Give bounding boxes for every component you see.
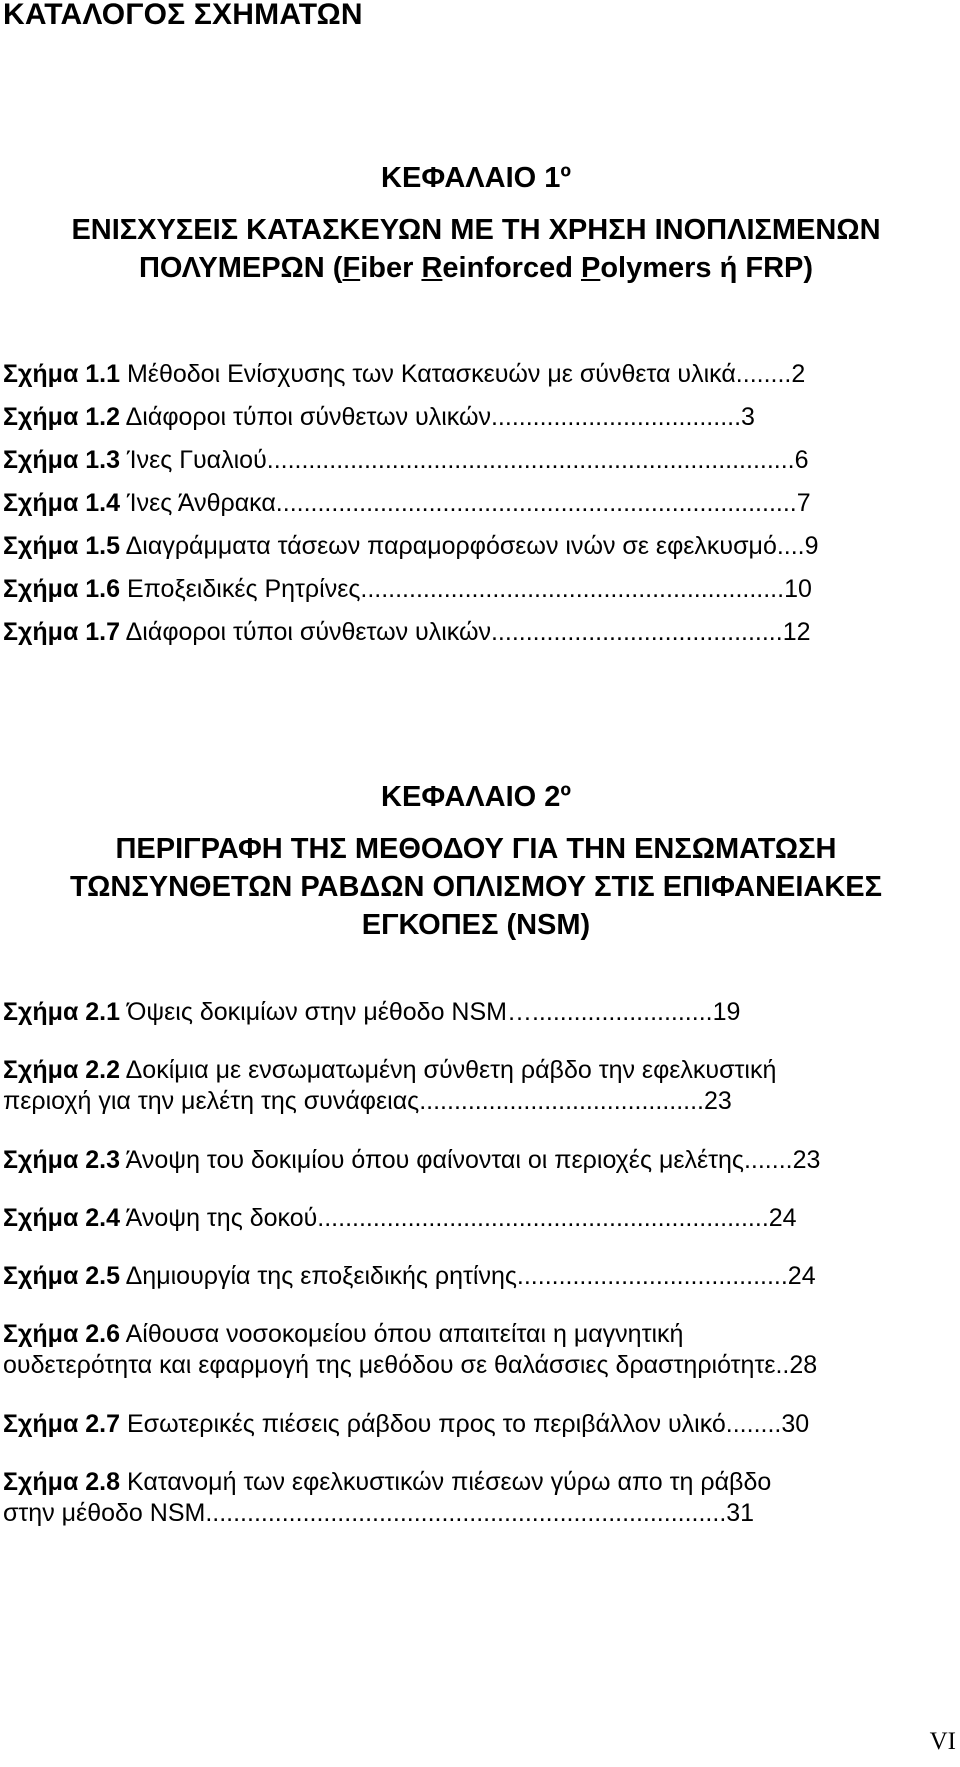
list-item: Σχήμα 2.2 Δοκίμια με ενσωματωμένη σύνθετη ράβδο την εφελκυστική περιοχή για την μελέτη της συνάφειας.........................................23 xyxy=(3,1056,777,1115)
list-item: Σχήμα 2.6 Αίθουσα νοσοκομείου όπου απαιτείται η μαγνητική ουδετερότητα και εφαρμογή της μεθόδου σε θαλάσσιες δραστηριότητε..28 xyxy=(3,1320,818,1379)
page-title: ΚΑΤΑΛΟΓΟΣ ΣΧΗΜΑΤΩΝ xyxy=(3,0,363,31)
list-item: Σχήμα 1.2 Διάφοροι τύποι σύνθετων υλικών....................................3 xyxy=(3,403,755,431)
chapter-2-title-line1: ΠΕΡΙΓΡΑΦΗ ΤΗΣ ΜΕΘΟΔΟΥ ΓΙΑ ΤΗΝ ΕΝΣΩΜΑΤΩΣΗ xyxy=(115,833,837,865)
page-number: VI xyxy=(929,1728,956,1755)
list-item: Σχήμα 1.3 Ίνες Γυαλιού............................................................................6 xyxy=(3,446,809,474)
list-item: Σχήμα 1.6 Εποξειδικές Ρητρίνες.............................................................10 xyxy=(3,575,812,603)
chapter-2-title-line3: ΕΓΚΟΠΕΣ (NSM) xyxy=(361,909,591,941)
chapter-2-title xyxy=(0,830,952,944)
list-item: Σχήμα 2.1 Όψεις δοκιμίων στην μέθοδο NSM…..........................19 xyxy=(3,998,741,1026)
list-item: Σχήμα 1.7 Διάφοροι τύποι σύνθετων υλικών..........................................12 xyxy=(3,618,811,646)
chapter-2-heading xyxy=(0,778,952,944)
list-item: Σχήμα 2.5 Δημιουργία της εποξειδικής ρητίνης.......................................24 xyxy=(3,1262,816,1290)
chapter-1-figure-list xyxy=(3,353,949,654)
chapter-2-number: ΚΕΦΑΛΑΙΟ 2º xyxy=(381,781,571,813)
chapter-1-number: ΚΕΦΑΛΑΙΟ 1º xyxy=(381,162,571,194)
chapter-1-title-line2: ΠΟΛΥΜΕΡΩΝ (Fiber Reinforced Polymers ή FRP) xyxy=(138,252,814,284)
chapter-1-title-line1: ΕΝΙΣΧΥΣΕΙΣ ΚΑΤΑΣΚΕΥΩΝ ΜΕ ΤΗ ΧΡΗΣΗ ΙΝΟΠΛΙΣΜΕΝΩΝ xyxy=(71,214,881,246)
list-item: Σχήμα 2.7 Εσωτερικές πιέσεις ράβδου προς το περιβάλλον υλικό........30 xyxy=(3,1410,810,1438)
chapter-2-title-line2: ΤΩΝΣΥΝΘΕΤΩΝ ΡΑΒΔΩΝ ΟΠΛΙΣΜΟΥ ΣΤΙΣ ΕΠΙΦΑΝΕΙΑΚΕΣ xyxy=(69,871,883,903)
list-item: Σχήμα 1.5 Διαγράμματα τάσεων παραμορφόσεων ινών σε εφελκυσμό....9 xyxy=(3,532,819,560)
list-item: Σχήμα 1.1 Μέθοδοι Ενίσχυσης των Κατασκευών με σύνθετα υλικά........2 xyxy=(3,360,806,388)
list-item: Σχήμα 2.4 Άνοψη της δοκού.................................................................24 xyxy=(3,1204,797,1232)
chapter-1-title xyxy=(0,211,952,287)
chapter-1-heading xyxy=(0,159,952,287)
list-item: Σχήμα 2.8 Κατανομή των εφελκυστικών πιέσεων γύρω απο τη ράβδο στην μέθοδο NSM...........................................................................31 xyxy=(3,1468,772,1527)
list-item: Σχήμα 1.4 Ίνες Άνθρακα...........................................................................7 xyxy=(3,489,811,517)
list-item: Σχήμα 2.3 Άνοψη του δοκιμίου όπου φαίνονται οι περιοχές μελέτης.......23 xyxy=(3,1146,821,1174)
chapter-2-figure-list xyxy=(3,997,949,1557)
